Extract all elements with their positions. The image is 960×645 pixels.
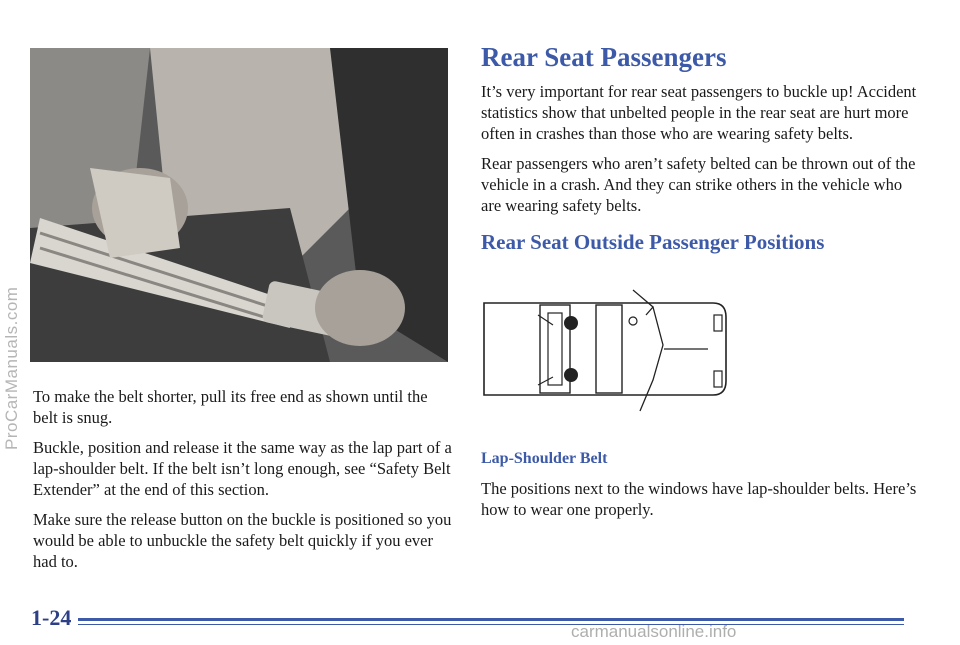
belt-tightening-photo <box>30 48 448 362</box>
subsection-heading: Rear Seat Outside Passenger Positions <box>481 230 825 254</box>
lap-shoulder-belt-heading: Lap-Shoulder Belt <box>481 450 608 467</box>
vehicle-top-view-icon <box>478 285 738 415</box>
bottom-watermark: carmanualsonline.info <box>571 622 737 641</box>
side-watermark: ProCarManuals.com <box>2 286 21 450</box>
seat-position-diagram <box>478 285 738 415</box>
seat-marker-dot <box>564 368 578 382</box>
seat-marker-dot <box>564 316 578 330</box>
section-heading: Rear Seat Passengers <box>481 42 727 72</box>
footer-rule-thin <box>78 624 904 625</box>
page-number: 1-24 <box>31 605 72 630</box>
buckle-paragraph: Buckle, position and release it the same way as the lap part of a lap-shoulder belt. If the belt isn’t long enough, see “Safety Belt Extender” at the end of this section. <box>33 438 452 499</box>
belt-shorten-paragraph: To make the belt shorter, pull its free end as shown until the belt is snug. <box>33 387 428 427</box>
belt-photo-illustration <box>30 48 448 362</box>
release-button-paragraph: Make sure the release button on the buckle is positioned so you would be able to unbuckle the safety belt quickly if you ever had to. <box>33 510 452 571</box>
footer-rule-thick <box>78 618 904 621</box>
intro-paragraph-1: It’s very important for rear seat passengers to buckle up! Accident statistics show that unbelted people in the rear seat are hurt more often in crashes than those who are wearing safety belts. <box>481 82 917 143</box>
intro-paragraph-2: Rear passengers who aren’t safety belted can be thrown out of the vehicle in a crash. And they can strike others in the vehicle who are wearing safety belts. <box>481 154 916 215</box>
lap-shoulder-belt-text: The positions next to the windows have lap-shoulder belts. Here’s how to wear one properly. <box>481 479 917 519</box>
right-column <box>481 42 921 255</box>
left-column-text <box>33 386 453 581</box>
